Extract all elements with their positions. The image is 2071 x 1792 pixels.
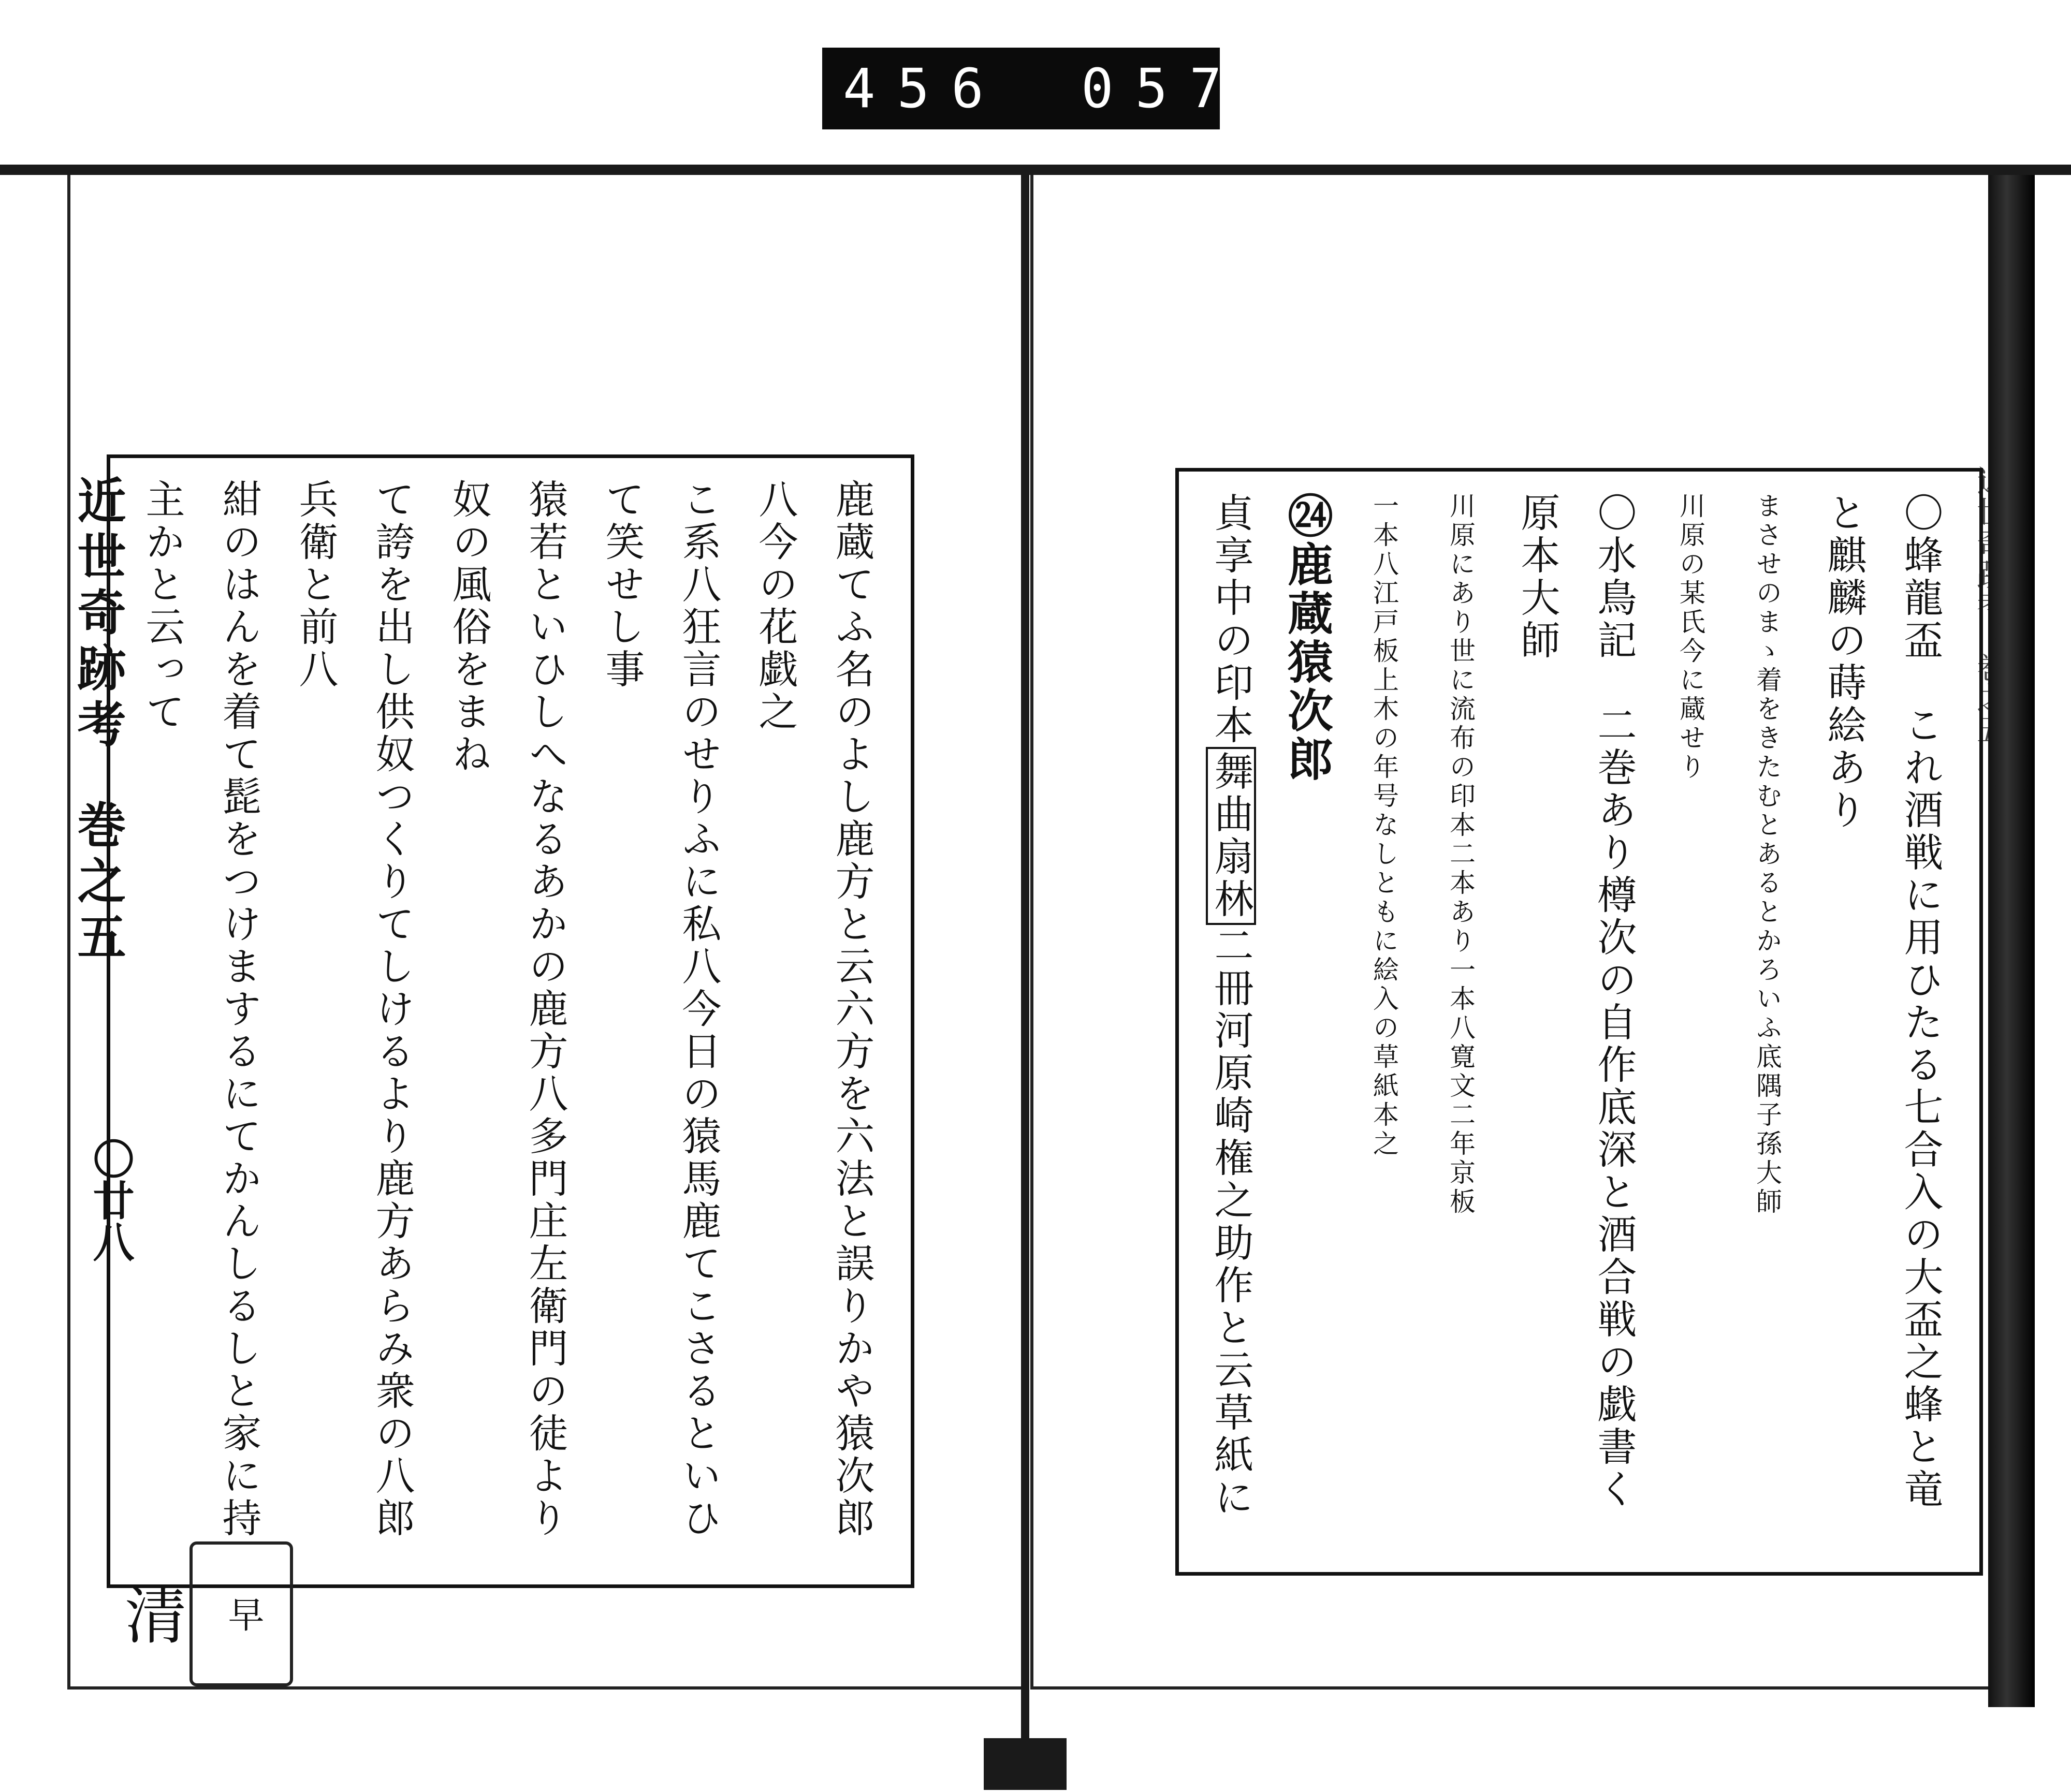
spine-bottom [984, 1738, 1067, 1790]
right-page-column: ㉔鹿蔵猿次郎 [1280, 492, 1334, 784]
book-spine [1021, 175, 1029, 1743]
boxed-title: 舞曲扇林 [1206, 747, 1256, 925]
page-edge-right [1988, 175, 2035, 1707]
left-text-block [107, 454, 914, 1588]
margin-title-text: 近世奇跡考 [69, 475, 126, 755]
library-seal [114, 1541, 293, 1686]
right-page-column: 一本八江戸板上木の年号なしともに絵入の草紙本之 [1369, 492, 1399, 1159]
left-page-column: こ系八狂言のせりふに私八今日の猿馬鹿てこさるといひて笑せし事 [599, 479, 722, 1540]
column-text: 二冊河原崎権之助作と云草紙に [1208, 925, 1254, 1519]
frame-number-right: 057 [1081, 57, 1244, 120]
left-page-column: 鹿蔵てふ名のよし鹿方と云六方を六法と誤りかや猿次郎八今の花戯之 [752, 479, 875, 1540]
margin-volume: 巻之五 [69, 799, 126, 967]
right-text-block [1175, 468, 1983, 1576]
right-columns [1200, 492, 1959, 1551]
film-frame-label [822, 48, 1244, 129]
left-page-column: 紺のはんを着て髭をつけまするにてかんしるしと家に持主かと云って [139, 479, 262, 1540]
top-edge-rule [0, 165, 2071, 175]
right-page-column: 〇蜂龍盃 これ酒戦に用ひたる七合入の大盃之蜂と竜と麒麟の蒔絵あり [1821, 492, 1944, 1511]
book-spread [0, 165, 2071, 1738]
right-page-column: 川原にあり世に流布の印本二本あり一本八寛文二年京板 [1446, 492, 1476, 1217]
right-page [1030, 175, 2010, 1690]
left-page-column: 猿若といひしへなるあかの鹿方八多門庄左衛門の徒より奴の風俗をまね [446, 479, 568, 1540]
frame-number-left: 456 [843, 57, 1005, 120]
column-text: 貞享中の印本 [1208, 492, 1254, 747]
margin-page-number: 〇廿八 [86, 1138, 135, 1262]
seal-top-char: 早 [222, 1596, 265, 1632]
right-page-column [1200, 492, 1269, 1551]
right-page-column: 川原の某氏今に蔵せり [1675, 492, 1705, 782]
left-columns [131, 479, 890, 1564]
left-page-column: て誇を出し供奴つくりてしけるより鹿方あらみ衆の八郎兵衛と前八 [293, 479, 415, 1540]
right-page-column: 〇水鳥記 二巻あり樽次の自作底深と酒合戦の戯書く原本大師 [1514, 492, 1637, 1511]
seal-main-char: 清 [114, 1583, 186, 1645]
left-page [67, 175, 1026, 1690]
right-page-column: まさせのまゝ着をきたむとあるとかろいふ底隅子孫大師 [1752, 492, 1782, 1217]
